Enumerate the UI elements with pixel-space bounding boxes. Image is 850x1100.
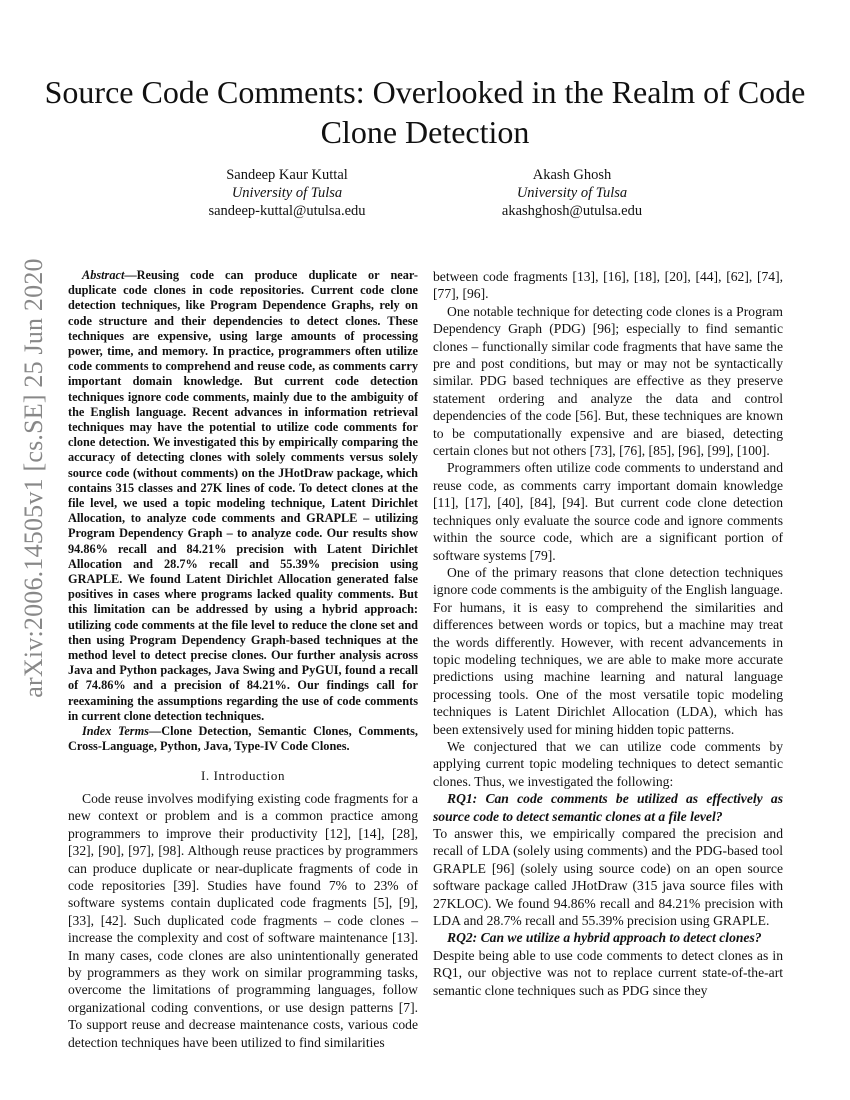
abstract (68, 268, 418, 724)
rq2-answer: Despite being able to use code comments to detect clones as in RQ1, our objective was not to replace current state-of-the-art semantic clone techniques such as PDG since they (433, 947, 783, 998)
body-paragraph: One notable technique for detecting code clones is a Program Dependency Graph (PDG) [96]; especially to find semantic clones – functionally similar code fragments that have same the pre and post conditions, but may or may not be syntactically similar. PDG based techniques are effective as they preserve statement ordering and analyze the data and control dependencies of the code [56]. But, these techniques are known to be computationally expensive and are biased, detecting certain clones but not others [73], [76], [85], [96], [99], [100]. (433, 303, 783, 459)
author-email: akashghosh@utulsa.edu (501, 203, 643, 219)
body-paragraph: Code reuse involves modifying existing code fragments for a new context or problem and is a common practice among programmers to improve their productivity [12], [14], [28], [32], [90], [97], [98]. Although reuse practices by programmers can produce duplicate or near-duplicate fragments of code in code repositories [39]. Studies have found 7% to 23% of software systems contain duplicated code fragments [5], [9], [33], [42]. Such duplicated code fragments – code clones – increase the complexity and cost of software maintenance [13]. In many cases, code clones are also unintentionally generated by programmers as they work on similar programming tasks, overcome the limitations of programming languages, follow organizational coding conventions, or use design patterns [7]. To support reuse and decrease maintenance costs, various code detection techniques have been utilized to find similarities (68, 790, 418, 1050)
body-paragraph: Programmers often utilize code comments to understand and reuse code, as comments carry important domain knowledge [11], [17], [40], [84], [94]. But current code clone detection techniques only evaluate the source code and ignore comments within the source code, which are a significant portion of software systems [79]. (433, 460, 783, 563)
left-column (68, 268, 418, 1051)
section-heading: I. Introduction (200, 767, 286, 783)
author-name: Akash Ghosh (532, 167, 612, 183)
arxiv-stamp: arXiv:2006.14505v1 [cs.SE] 25 Jun 2020 (19, 258, 48, 698)
author-affiliation: University of Tulsa (516, 185, 628, 201)
right-column (433, 268, 783, 999)
author-block-2 (422, 166, 722, 220)
body-paragraph: We conjectured that we can utilize code comments by applying current topic modeling techniques to detect semantic clones. Thus, we investigated the following: (433, 738, 783, 789)
abstract-lead: Abstract (82, 268, 125, 282)
abstract-text: —Reusing code can produce duplicate or near-duplicate code clones in code repositories. Current code clone detection techniques, like Program Dependence Graphs, rely on code structure and their dependencies to detect clones. These techniques are expensive, using large amounts of processing power, time, and memory. In practice, programmers often utilize code comments to comprehend and reuse code, as comments carry important domain knowledge. But current code detection techniques ignore code comments, mainly due to the ambiguity of the English language. Recent advances in information retrieval techniques may have the potential to utilize code comments for clone detection. We investigated this by empirically comparing the accuracy of detecting clones with solely comments versus solely source code (without comments) on the JHotDraw package, which contains 315 classes and 27K lines of code. To detect clones at the file level, we used a topic modeling technique, Latent Dirichlet Allocation, to analyze code comments and GRAPLE – utilizing Program Dependency Graph – to analyze code. Our results show 94.86% recall and 84.21% precision with Latent Dirichlet Allocation and 28.7% recall and 55.39% precision using GRAPLE. We found Latent Dirichlet Allocation generated false positives in cases where programs lacked quality comments. But this limitation can be addressed by using a hybrid approach: utilizing code comments at the file level to reduce the clone set and then using Program Dependency Graph-based techniques at the method level to detect precise clones. Our further analysis across Java and Python packages, Java Swing and PyGUI, found a recall of 74.86% and a precision of 84.21%. Our findings call for reexamining the assumptions regarding the use of code comments in current clone detection techniques. (68, 268, 418, 723)
body-paragraph: One of the primary reasons that clone detection techniques ignore code comments is the ambiguity of the English language. For humans, it is easy to comprehend the similarities and differences between words or topics, but a machine may treat the words differently. However, with recent advancements in topic modeling techniques, we are able to make more accurate predictions using machine learning and natural language processing tools. One of the most versatile topic modeling techniques is Latent Dirichlet Allocation (LDA), which has been extensively used for mining hidden topic patterns. (433, 564, 783, 737)
author-affiliation: University of Tulsa (231, 185, 343, 201)
rq1-answer: To answer this, we empirically compared the precision and recall of LDA (solely using comments) and the PDG-based tool GRAPLE [96] (solely using source code) on an open source software package called JHotDraw (315 java source files with 27KLOC). We found 94.86% recall and 84.21% precision with LDA and 28.7% recall and 55.39% precision using GRAPLE. (433, 826, 783, 929)
body-paragraph-continued: between code fragments [13], [16], [18], [20], [44], [62], [74], [77], [96]. (433, 269, 783, 302)
index-terms-text: —Clone Detection, Semantic Clones, Comments, Cross-Language, Python, Java, Type-IV Code Clones. (68, 724, 418, 754)
research-question-1: RQ1: Can code comments be utilized as effectively as source code to detect semantic clones at a file level? (433, 791, 783, 824)
index-terms-lead: Index Terms (82, 724, 149, 739)
author-email: sandeep-kuttal@utulsa.edu (208, 203, 366, 219)
author-block-1 (137, 166, 437, 220)
author-name: Sandeep Kaur Kuttal (226, 167, 348, 183)
paper-title: Source Code Comments: Overlooked in the Realm of Code Clone Detection (44, 74, 806, 150)
research-question-2: RQ2: Can we utilize a hybrid approach to detect clones? (447, 930, 762, 946)
index-terms (68, 724, 418, 754)
